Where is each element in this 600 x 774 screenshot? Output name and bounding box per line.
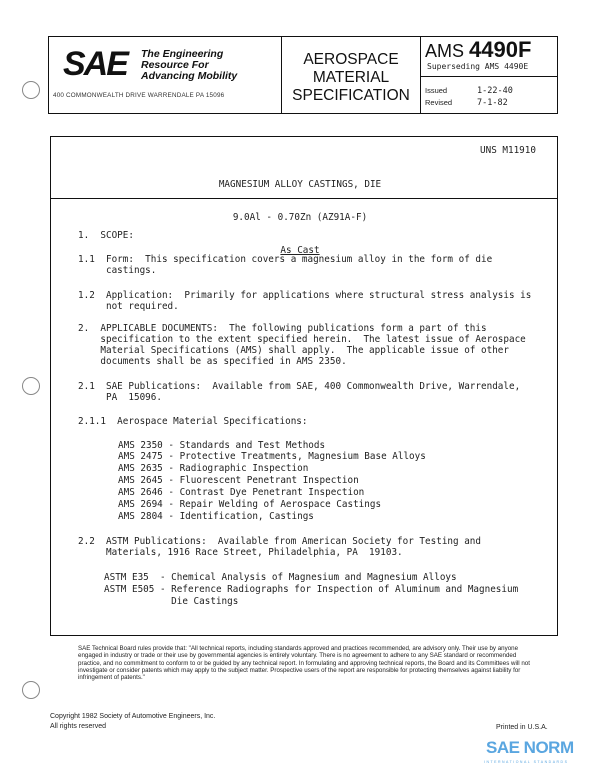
ams-reference: AMS 2645 - Fluorescent Penetrant Inspection [118,475,359,486]
copyright: Copyright 1982 Society of Automotive Engineers, Inc. All rights reserved [50,713,216,730]
uns-number: UNS M11910 [480,145,536,156]
superseding-note: Superseding AMS 4490E [427,62,529,71]
ams-reference: AMS 2475 - Protective Treatments, Magnesium Base Alloys [118,451,426,462]
doc-line: not required. [78,301,179,312]
doc-line: 2. APPLICABLE DOCUMENTS: The following publications form a part of this [78,323,487,334]
sae-norm-subtext: INTERNATIONAL STANDARDS [484,760,569,764]
printed-in: Printed in U.S.A. [496,724,548,731]
ams-reference: AMS 2804 - Identification, Castings [118,511,314,522]
astm-reference: ASTM E35 - Chemical Analysis of Magnesium and Magnesium Alloys [104,572,457,583]
punch-hole-top [22,81,40,99]
ams-number: AMS 4490F [425,37,532,62]
doc-title: MAGNESIUM ALLOY CASTINGS, DIE 9.0Al - 0.70Zn (AZ91A-F) As Cast [218,179,382,256]
doc-line: 1. SCOPE: [78,230,134,241]
sae-advisory-notice: SAE Technical Board rules provide that: "All technical reports, including standards approved and practices recommended, are advisory only. Their use by anyone engaged in industry or trade or their use by governmental agencies is entirely voluntary. There is no agreement to adhere to any SAE standard or recommended practice, and no commitment to conform to or be guided by any technical report. In formulating and approving technical reports, the Board and its Committees will not investigate or consider patents which may apply to the subject matter. Prospective users of the report are responsible for protecting themselves against liability for infringement of patents." [78,645,530,682]
doc-line: Material Specifications (AMS) shall apply. The applicable issue of other [78,345,509,356]
spec-header [48,36,558,114]
astm-reference: ASTM E505 - Reference Radiographs for Inspection of Aluminum and Magnesium [104,584,519,595]
sae-logo: SAE [63,45,127,83]
doc-line: castings. [78,265,157,276]
doc-line: 2.1 SAE Publications: Available from SAE, 400 Commonwealth Drive, Warrendale, [78,381,521,392]
issue-dates: Issued 1-22-40 Revised 7-1-82 [425,86,513,108]
doc-line: PA 15096. [78,392,162,403]
ams-reference: AMS 2635 - Radiographic Inspection [118,463,309,474]
sae-norm-watermark: SAE NORM [486,738,574,757]
astm-reference: Die Castings [104,596,239,607]
punch-hole-bottom [22,681,40,699]
sae-tagline: The Engineering Resource For Advancing Mobility [141,48,238,82]
ams-reference: AMS 2646 - Contrast Dye Penetrant Inspection [118,487,365,498]
doc-line: specification to the extent specified herein. The latest issue of Aerospace [78,334,526,345]
doc-line: 2.1.1 Aerospace Material Specifications: [78,416,308,427]
doc-line: documents shall be as specified in AMS 2350. [78,356,347,367]
punch-hole-middle [22,377,40,395]
spec-type-title: AEROSPACE MATERIAL SPECIFICATION [292,51,410,104]
doc-line: 1.1 Form: This specification covers a magnesium alloy in the form of die [78,254,493,265]
sae-address: 400 COMMONWEALTH DRIVE WARRENDALE PA 15096 [53,92,225,99]
ams-reference: AMS 2350 - Standards and Test Methods [118,440,326,451]
doc-line: Materials, 1916 Race Street, Philadelphia, PA 19103. [78,547,403,558]
doc-line: 1.2 Application: Primarily for applications where structural stress analysis is [78,290,532,301]
ams-reference: AMS 2694 - Repair Welding of Aerospace Castings [118,499,382,510]
doc-line: 2.2 ASTM Publications: Available from American Society for Testing and [78,536,481,547]
